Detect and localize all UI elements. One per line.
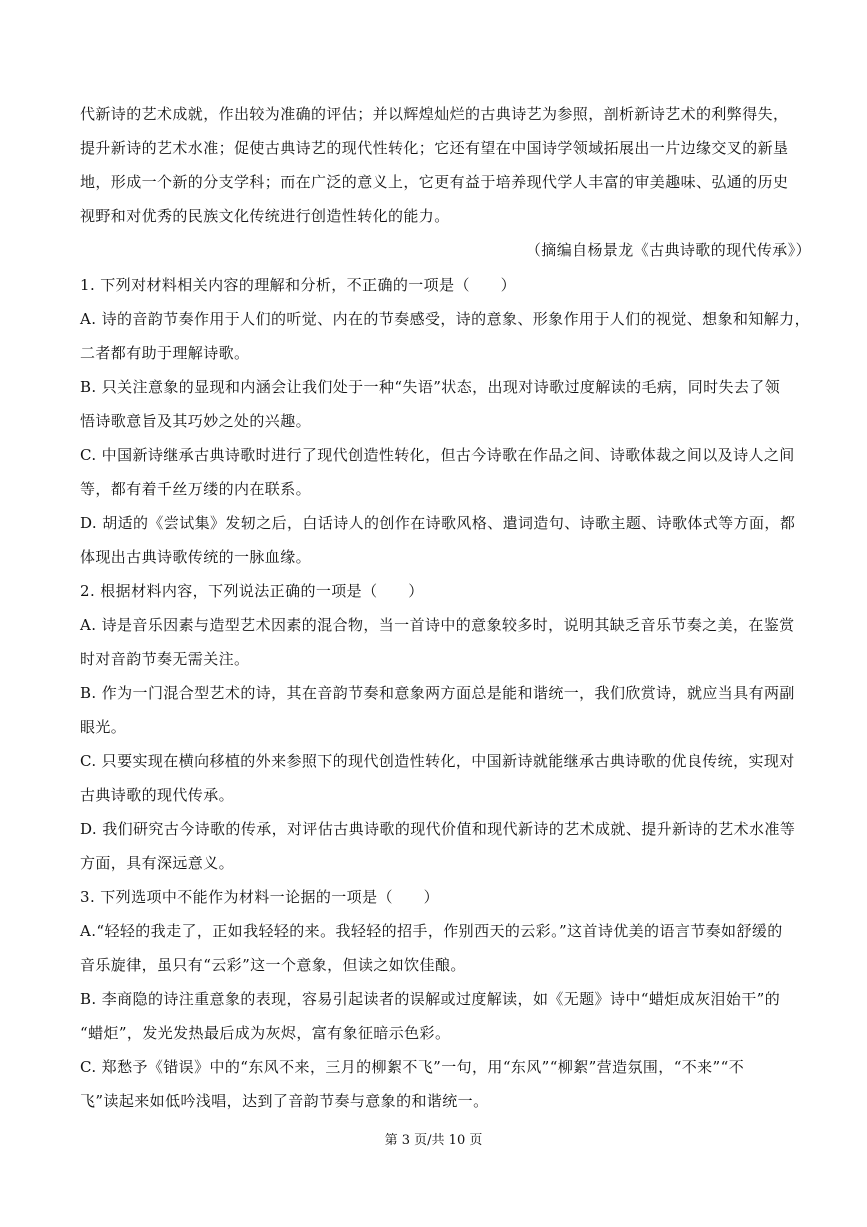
question-3-option-b: B. 李商隐的诗注重意象的表现，容易引起读者的误解或过度解读，如《无题》诗中“蜡炬成灰泪始干”的	[80, 990, 781, 1008]
question-2-option-c: C. 只要实现在横向移植的外来参照下的现代创造性转化，中国新诗就能继承古典诗歌的优良传统，实现对	[80, 752, 795, 770]
question-1-stem: 1. 下列对材料相关内容的理解和分析，不正确的一项是（ ）	[80, 276, 517, 294]
question-1-option-d-cont: 体现出古典诗歌传统的一脉血缘。	[80, 548, 312, 566]
question-3-option-a-cont: 音乐旋律，虽只有“云彩”这一个意象，但读之如饮佳酿。	[80, 956, 466, 974]
intro-line: 提升新诗的艺术水准；促使古典诗艺的现代性转化；它还有望在中国诗学领域拓展出一片边缘交叉的新垦	[80, 139, 789, 157]
question-2-option-d-cont: 方面，具有深远意义。	[80, 854, 235, 872]
question-1-option-c-cont: 等，都有着千丝万缕的内在联系。	[80, 480, 312, 498]
question-2-stem: 2. 根据材料内容，下列说法正确的一项是（ ）	[80, 582, 424, 600]
question-3-option-c: C. 郑愁予《错误》中的“东风不来，三月的柳絮不飞”一句，用“东风”“柳絮”营造氛围，“不来”“不	[80, 1058, 745, 1076]
question-2-option-d: D. 我们研究古今诗歌的传承，对评估古典诗歌的现代价值和现代新诗的艺术成就、提升新诗的艺术水准等	[80, 820, 796, 838]
question-3-option-b-cont: “蜡炬”，发光发热最后成为灰烬，富有象征暗示色彩。	[80, 1024, 451, 1042]
question-2-option-a: A. 诗是音乐因素与造型艺术因素的混合物，当一首诗中的意象较多时，说明其缺乏音乐节奏之美，在鉴赏	[80, 616, 795, 634]
question-1-option-a-cont: 二者都有助于理解诗歌。	[80, 344, 250, 362]
question-1-option-b-cont: 悟诗歌意旨及其巧妙之处的兴趣。	[80, 412, 312, 430]
question-1-option-b: B. 只关注意象的显现和内涵会让我们处于一种“失语”状态，出现对诗歌过度解读的毛病，同时失去了领	[80, 378, 781, 396]
intro-line: 视野和对优秀的民族文化传统进行创造性转化的能力。	[80, 207, 450, 225]
question-3-stem: 3. 下列选项中不能作为材料一论据的一项是（ ）	[80, 888, 440, 906]
question-2-option-b: B. 作为一门混合型艺术的诗，其在音韵节奏和意象两方面总是能和谐统一，我们欣赏诗，就应当具有两副	[80, 684, 795, 702]
question-3-option-a: A.“轻轻的我走了，正如我轻轻的来。我轻轻的招手，作别西天的云彩。”这首诗优美的语言节奏如舒缓的	[80, 922, 783, 940]
page-number: 第 3 页/共 10 页	[384, 1133, 483, 1148]
question-3-option-c-cont: 飞”读起来如低吟浅唱，达到了音韵节奏与意象的和谐统一。	[80, 1092, 489, 1110]
intro-line: 地，形成一个新的分支学科；而在广泛的意义上，它更有益于培养现代学人丰富的审美趣味、弘通的历史	[80, 173, 789, 191]
question-2-option-c-cont: 古典诗歌的现代传承。	[80, 786, 235, 804]
question-2-option-a-cont: 时对音韵节奏无需关注。	[80, 650, 250, 668]
source-note: （摘编自杨景龙《古典诗歌的现代传承》）	[525, 241, 811, 259]
intro-line: 代新诗的艺术成就，作出较为准确的评估；并以辉煌灿烂的古典诗艺为参照，剖析新诗艺术的利弊得失，	[80, 105, 789, 123]
question-1-option-c: C. 中国新诗继承古典诗歌时进行了现代创造性转化，但古今诗歌在作品之间、诗歌体裁之间以及诗人之间	[80, 446, 795, 464]
question-1-option-d: D. 胡适的《尝试集》发轫之后，白话诗人的创作在诗歌风格、遣词造句、诗歌主题、诗歌体式等方面，都	[80, 514, 796, 532]
question-1-option-a: A. 诗的音韵节奏作用于人们的听觉、内在的节奏感受，诗的意象、形象作用于人们的视觉、想象和知解力，	[80, 310, 810, 328]
question-2-option-b-cont: 眼光。	[80, 718, 127, 736]
